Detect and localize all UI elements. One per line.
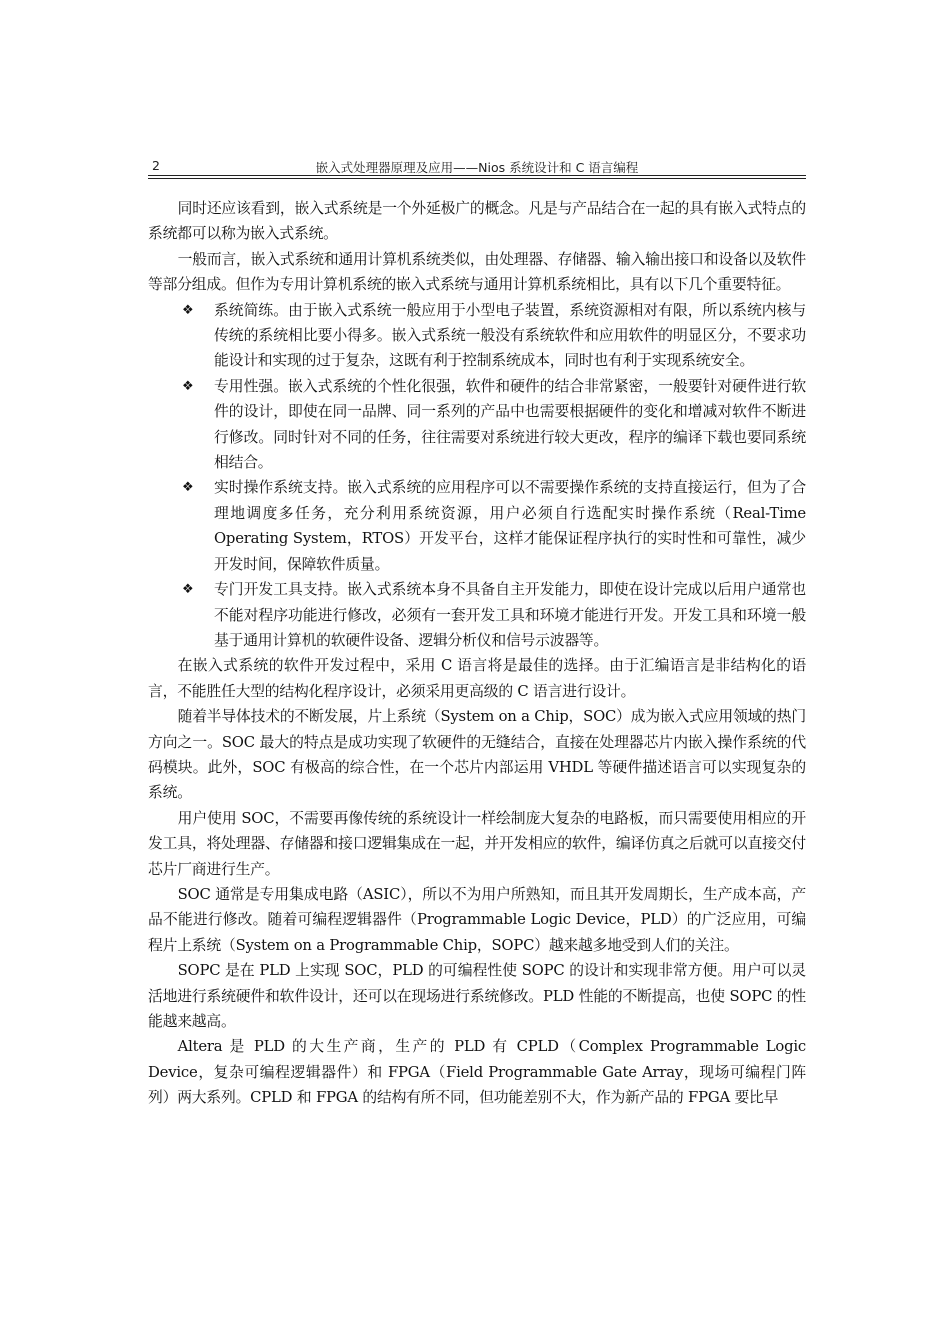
bullet-item [148, 298, 806, 374]
paragraph: SOC 通常是专用集成电路（ASIC），所以不为用户所熟知，而且其开发周期长，生产成本高，产品不能进行修改。随着可编程逻辑器件（Programmable Logic Device，PLD）的广泛应用，可编程片上系统（System on a Programmable Chip，SOPC）越来越多地受到人们的关注。 [148, 885, 806, 954]
bullet-item [148, 475, 806, 577]
paragraph: SOPC 是在 PLD 上实现 SOC，PLD 的可编程性使 SOPC 的设计和实现非常方便。用户可以灵活地进行系统硬件和软件设计，还可以在现场进行系统修改。PLD 性能的不断提高，也使 SOPC 的性能越来越高。 [148, 962, 806, 1030]
page-number: 2 [152, 158, 160, 173]
bullet-item [148, 577, 806, 653]
header-rule-thick [148, 175, 806, 176]
paragraph: 随着半导体技术的不断发展，片上系统（System on a Chip，SOC）成为嵌入式应用领域的热门方向之一。SOC 最大的特点是成功实现了软硬件的无缝结合，直接在处理器芯片内嵌入操作系统的代码模块。此外，SOC 有极高的综合性，在一个芯片内部运用 VHDL 等硬件描述语言可以实现复杂的系统。 [148, 708, 806, 802]
paragraph: 在嵌入式系统的软件开发过程中，采用 C 语言将是最佳的选择。由于汇编语言是非结构化的语言，不能胜任大型的结构化程序设计，必须采用更高级的 C 语言进行设计。 [148, 657, 806, 700]
paragraph: 同时还应该看到，嵌入式系统是一个外延极广的概念。凡是与产品结合在一起的具有嵌入式特点的系统都可以称为嵌入式系统。 [148, 200, 806, 243]
bullet-item [148, 374, 806, 476]
diamond-bullet-icon: ❖ [182, 582, 194, 598]
diamond-bullet-icon: ❖ [182, 378, 194, 394]
bullet-text: 系统简练。由于嵌入式系统一般应用于小型电子装置，系统资源相对有限，所以系统内核与传统的系统相比要小得多。嵌入式系统一般没有系统软件和应用软件的明显区分，不要求功能设计和实现的过于复杂，这既有利于控制系统成本，同时也有利于实现系统安全。 [214, 301, 806, 370]
bullet-text: 实时操作系统支持。嵌入式系统的应用程序可以不需要操作系统的支持直接运行，但为了合理地调度多任务，充分利用系统资源，用户必须自行选配实时操作系统（Real-Time Operating System，RTOS）开发平台，这样才能保证程序执行的实时性和可靠性，减少开发时间，保障软件质量。 [214, 479, 806, 573]
diamond-bullet-icon: ❖ [182, 302, 194, 318]
bullet-text: 专门开发工具支持。嵌入式系统本身不具备自主开发能力，即使在设计完成以后用户通常也不能对程序功能进行修改，必须有一套开发工具和环境才能进行开发。开发工具和环境一般基于通用计算机的软硬件设备、逻辑分析仪和信号示波器等。 [214, 581, 806, 649]
diamond-bullet-icon: ❖ [182, 480, 194, 496]
paragraph: 用户使用 SOC，不需要再像传统的系统设计一样绘制庞大复杂的电路板，而只需要使用相应的开发工具，将处理器、存储器和接口逻辑集成在一起，并开发相应的软件，编译仿真之后就可以直接交付芯片厂商进行生产。 [148, 809, 806, 878]
bullet-text: 专用性强。嵌入式系统的个性化很强，软件和硬件的结合非常紧密，一般要针对硬件进行软件的设计，即使在同一品牌、同一系列的产品中也需要根据硬件的变化和增减对软件不断进行修改。同时针对不同的任务，往往需要对系统进行较大更改，程序的编译下载也要同系统相结合。 [214, 377, 806, 472]
header-rule-thin [148, 178, 806, 179]
paragraph: Altera 是 PLD 的大生产商，生产的 PLD 有 CPLD（Complex Programmable Logic Device，复杂可编程逻辑器件）和 FPGA（Field Programmable Gate Array，现场可编程门阵列）两大系列。CPLD 和 FPGA 的结构有所不同，但功能差别不大，作为新产品的 FPGA 要比早 [148, 1038, 806, 1107]
paragraph: 一般而言，嵌入式系统和通用计算机系统类似，由处理器、存储器、输入输出接口和设备以及软件等部分组成。但作为专用计算机系统的嵌入式系统与通用计算机系统相比，具有以下几个重要特征。 [148, 250, 806, 294]
running-header [148, 156, 806, 176]
header-title: 嵌入式处理器原理及应用——Nios 系统设计和 C 语言编程 [315, 160, 639, 175]
body-text [148, 196, 806, 1111]
